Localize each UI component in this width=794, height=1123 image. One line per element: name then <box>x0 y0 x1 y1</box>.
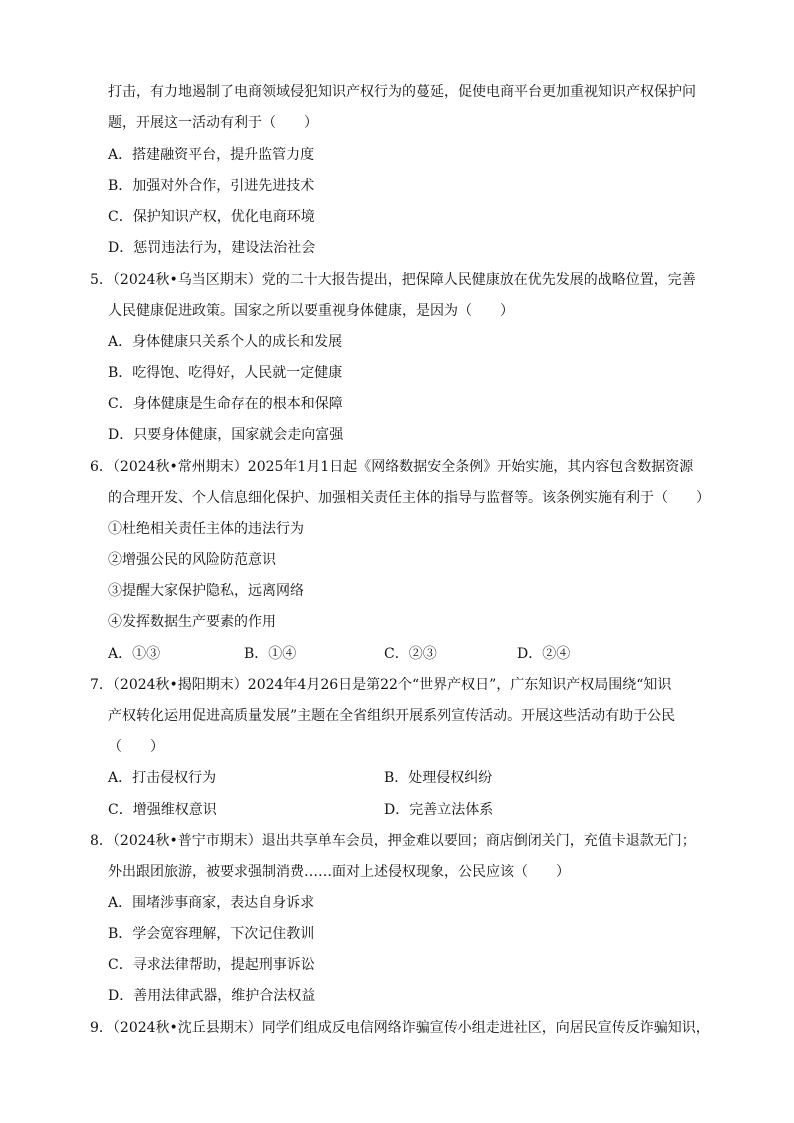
q5-option-a: A．身体健康只关系个人的成长和发展 <box>108 334 343 350</box>
q7-stem-line-2: 产权转化运用促进高质量发展”主题在全省组织开展系列宣传活动。开展这些活动有助于公民 <box>108 708 676 724</box>
q5-option-b: B．吃得饱、吃得好，人民就一定健康 <box>108 365 343 381</box>
q7-stem-line-3: （ ） <box>108 739 164 755</box>
q6-item-1: ①杜绝相关责任主体的违法行为 <box>108 521 304 537</box>
q7-option-a: A．打击侵权行为 <box>108 770 217 786</box>
q6-stem-line-2: 的合理开发、个人信息细化保护、加强相关责任主体的指导与监督等。该条例实施有利于（ ） <box>108 490 710 506</box>
q4-option-b: B．加强对外合作，引进先进技术 <box>108 178 315 194</box>
q9-stem-line-1: 9．（2024秋•沈丘县期末）同学们组成反电信网络诈骗宣传小组走进社区，向居民宣传反诈骗知识， <box>90 1020 710 1036</box>
q6-item-2: ②增强公民的风险防范意识 <box>108 552 276 568</box>
q6-option-d: D．②④ <box>517 646 571 662</box>
q7-option-d: D．完善立法体系 <box>384 802 494 818</box>
q7-option-b: B．处理侵权纠纷 <box>384 770 493 786</box>
q4-option-d: D．惩罚违法行为，建设法治社会 <box>108 240 316 256</box>
q8-option-d: D．善用法律武器，维护合法权益 <box>108 988 316 1004</box>
q5-option-c: C．身体健康是生命存在的根本和保障 <box>108 396 343 412</box>
q6-option-c: C．②③ <box>384 646 437 662</box>
q4-stem-line-1: 打击，有力地遏制了电商领域侵犯知识产权行为的蔓延，促使电商平台更加重视知识产权保护问 <box>108 84 696 100</box>
q7-options-row-2 <box>108 800 708 820</box>
q8-option-a: A．围堵涉事商家，表达自身诉求 <box>108 895 315 911</box>
q7-stem-line-1: 7．（2024秋•揭阳期末）2024年4月26日是第22个“世界产权日”，广东知识产权局围绕“知识 <box>90 677 672 693</box>
q4-stem-line-2: 题，开展这一活动有利于（ ） <box>108 115 318 131</box>
q6-option-b: B．①④ <box>244 646 297 662</box>
q6-item-3: ③提醒大家保护隐私，远离网络 <box>108 583 304 599</box>
q5-stem-line-1: 5．（2024秋•乌当区期末）党的二十大报告提出，把保障人民健康放在优先发展的战略位置，完善 <box>90 272 696 288</box>
q8-stem-line-1: 8．（2024秋•普宁市期末）退出共享单车会员，押金难以要回；商店倒闭关门，充值卡退款无门； <box>90 833 696 849</box>
q8-option-c: C．寻求法律帮助，提起刑事诉讼 <box>108 957 315 973</box>
q6-item-4: ④发挥数据生产要素的作用 <box>108 614 276 630</box>
q4-option-a: A．搭建融资平台，提升监管力度 <box>108 147 315 163</box>
q4-option-c: C．保护知识产权，优化电商环境 <box>108 209 315 225</box>
q6-stem-line-1: 6．（2024秋•常州期末）2025年1月1日起《网络数据安全条例》开始实施，其内容包含数据资源 <box>90 459 694 475</box>
q5-stem-line-2: 人民健康促进政策。国家之所以要重视身体健康，是因为（ ） <box>108 303 514 319</box>
q6-options-row <box>108 644 708 664</box>
q6-option-a: A．①③ <box>108 646 161 662</box>
q7-option-c: C．增强维权意识 <box>108 802 217 818</box>
q8-stem-line-2: 外出跟团旅游，被要求强制消费……面对上述侵权现象，公民应该（ ） <box>108 864 570 880</box>
q8-option-b: B．学会宽容理解，下次记住教训 <box>108 926 315 942</box>
q7-options-row-1 <box>108 768 708 788</box>
q5-option-d: D．只要身体健康，国家就会走向富强 <box>108 427 344 443</box>
